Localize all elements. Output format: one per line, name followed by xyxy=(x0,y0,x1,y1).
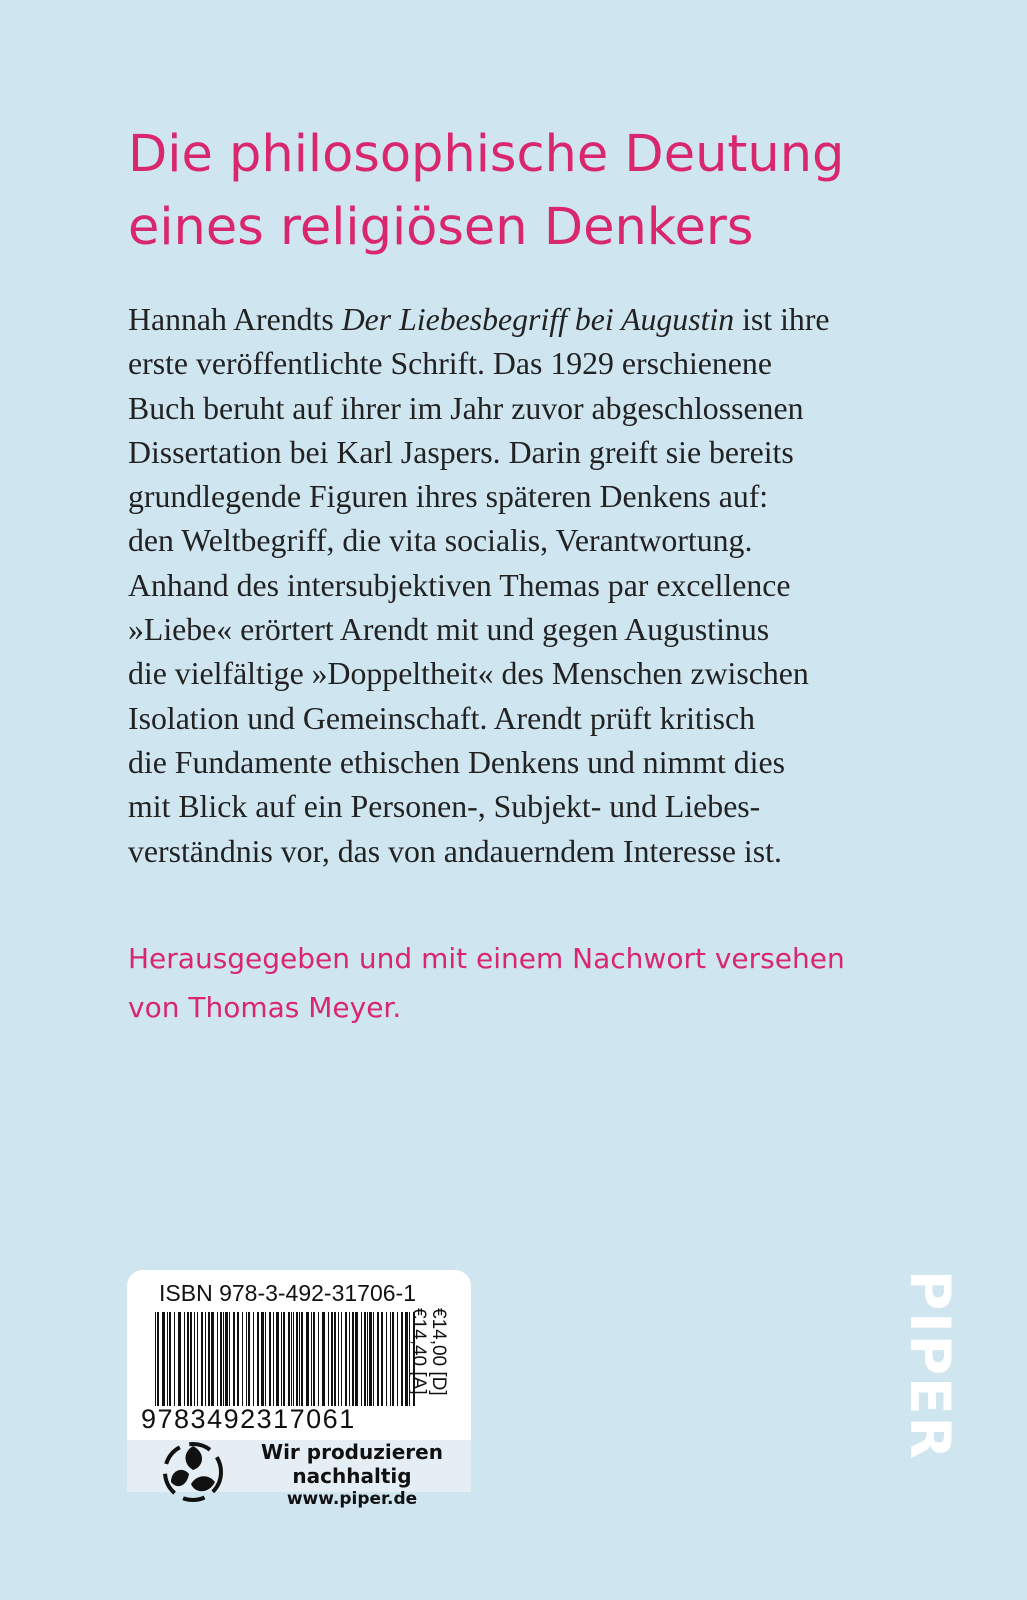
barcode-bar xyxy=(190,1312,192,1406)
blurb-line xyxy=(128,298,928,342)
blurb-text: ist ihre xyxy=(734,302,830,337)
barcode-bar xyxy=(208,1312,210,1406)
barcode-bar xyxy=(265,1312,266,1406)
barcode-bar xyxy=(242,1312,243,1406)
barcode-bar xyxy=(269,1312,271,1406)
sustainability-text xyxy=(247,1440,457,1510)
barcode-bar xyxy=(261,1312,264,1406)
barcode-bar xyxy=(373,1312,374,1406)
barcode-bar xyxy=(401,1312,403,1406)
barcode-bar xyxy=(386,1312,387,1406)
barcode-bar xyxy=(338,1312,339,1406)
barcode-bar xyxy=(162,1312,165,1406)
barcode-bar xyxy=(322,1312,325,1406)
price-column xyxy=(408,1308,467,1458)
barcode-bar xyxy=(306,1312,309,1406)
barcode-bar xyxy=(223,1312,224,1406)
barcode-bar xyxy=(217,1312,218,1406)
barcode-bar xyxy=(299,1312,300,1406)
barcode-bar xyxy=(233,1312,235,1406)
price-germany: €14,00 [D] xyxy=(428,1308,449,1396)
barcode-bar xyxy=(318,1312,319,1406)
barcode-bar xyxy=(237,1312,239,1406)
editor-line: Herausgegeben und mit einem Nachwort versehen xyxy=(128,942,845,975)
blurb xyxy=(128,298,928,874)
barcode-bar xyxy=(276,1312,279,1406)
barcode-bar xyxy=(293,1312,294,1406)
barcode-bar xyxy=(397,1312,398,1406)
barcode-bar xyxy=(381,1312,383,1406)
barcode-bar xyxy=(273,1312,274,1406)
barcode-bar xyxy=(313,1312,315,1406)
barcode-label xyxy=(127,1270,471,1509)
barcode-bar xyxy=(291,1312,292,1406)
barcode-bar xyxy=(296,1312,298,1406)
sustainability-line1: Wir produzieren xyxy=(261,1440,443,1464)
barcode-bar xyxy=(328,1312,329,1406)
barcode-bar xyxy=(197,1312,198,1406)
blurb-text: Hannah Arendts xyxy=(128,302,342,337)
barcode-bar xyxy=(345,1312,347,1406)
barcode-bar xyxy=(392,1312,394,1406)
blurb-line: die vielfältige »Doppeltheit« des Menschen zwischen xyxy=(128,656,809,692)
ean-number: 9783492317061 xyxy=(141,1404,356,1434)
barcode-bar xyxy=(178,1312,181,1406)
barcode-bar xyxy=(155,1312,156,1406)
publisher-name: PIPER xyxy=(898,1270,962,1462)
barcode-bar xyxy=(187,1312,189,1406)
headline-line: eines religiösen Denkers xyxy=(128,198,754,257)
barcode-bar xyxy=(355,1312,358,1406)
barcode-bar xyxy=(349,1312,350,1406)
barcode-bar xyxy=(169,1312,171,1406)
barcode-bar xyxy=(390,1312,391,1406)
barcode-bar xyxy=(361,1312,362,1406)
blurb-line: »Liebe« erörtert Arendt mit und gegen Augustinus xyxy=(128,612,770,648)
barcode-bar xyxy=(220,1312,222,1406)
barcode-bar xyxy=(157,1312,159,1406)
barcode-bar xyxy=(283,1312,285,1406)
price-austria: €14,40 [A] xyxy=(408,1308,429,1395)
barcode-bar xyxy=(367,1312,368,1406)
barcode-bar xyxy=(246,1312,247,1406)
blurb-line: erste veröffentlichte Schrift. Das 1929 erschienene xyxy=(128,346,772,382)
barcode-bar xyxy=(201,1312,203,1406)
barcode-bar xyxy=(174,1312,175,1406)
publisher-url: www.piper.de xyxy=(286,1489,418,1509)
barcode-bar xyxy=(288,1312,290,1406)
barcode-bars xyxy=(155,1312,417,1406)
blurb-line: Dissertation bei Karl Jaspers. Darin greift sie bereits xyxy=(128,434,794,470)
recycle-leaves-icon xyxy=(157,1438,229,1510)
barcode-bar xyxy=(352,1312,354,1406)
blurb-line: grundlegende Figuren ihres späteren Denkens auf: xyxy=(128,479,769,515)
book-title: Der Liebesbegriff bei Augustin xyxy=(341,302,735,337)
barcode-bar xyxy=(205,1312,206,1406)
barcode-bar xyxy=(225,1312,228,1406)
headline-line: Die philosophische Deutung xyxy=(128,125,845,184)
sustainability-badge xyxy=(127,1440,471,1509)
barcode-bar xyxy=(248,1312,250,1406)
barcode-bar xyxy=(211,1312,214,1406)
barcode-bar xyxy=(257,1312,259,1406)
sustainability-line2: nachhaltig xyxy=(292,1464,412,1488)
barcode-bar xyxy=(377,1312,379,1406)
headline xyxy=(128,118,948,264)
barcode-bar xyxy=(334,1312,336,1406)
barcode-bar xyxy=(311,1312,312,1406)
blurb-line: die Fundamente ethischen Denkens und nimmt dies xyxy=(128,744,786,780)
barcode-bar xyxy=(369,1312,372,1406)
barcode-bar xyxy=(341,1312,342,1406)
barcode-bar xyxy=(281,1312,282,1406)
barcode-bar xyxy=(301,1312,303,1406)
publisher-logo xyxy=(898,1270,982,1500)
blurb-line: den Weltbegriff, die vita socialis, Verantwortung. xyxy=(128,523,753,559)
barcode-bar xyxy=(194,1312,195,1406)
blurb-line: Anhand des intersubjektiven Themas par excellence xyxy=(128,567,791,603)
isbn-text: ISBN 978-3-492-31706-1 xyxy=(159,1280,416,1306)
barcode-bar xyxy=(331,1312,333,1406)
blurb-line: Buch beruht auf ihrer im Jahr zuvor abgeschlossenen xyxy=(128,390,804,426)
barcode-bar xyxy=(167,1312,168,1406)
blurb-line: Isolation und Gemeinschaft. Arendt prüft kritisch xyxy=(128,700,755,736)
blurb-line: mit Blick auf ein Personen-, Subjekt- und Liebes- xyxy=(128,789,761,825)
barcode-bar xyxy=(364,1312,366,1406)
barcode-bar xyxy=(184,1312,185,1406)
barcode-bar xyxy=(229,1312,230,1406)
editor-credit xyxy=(128,934,948,1032)
blurb-line: verständnis vor, das von andauerndem Interesse ist. xyxy=(128,833,782,869)
editor-line: von Thomas Meyer. xyxy=(128,991,402,1024)
barcode-bar xyxy=(253,1312,254,1406)
